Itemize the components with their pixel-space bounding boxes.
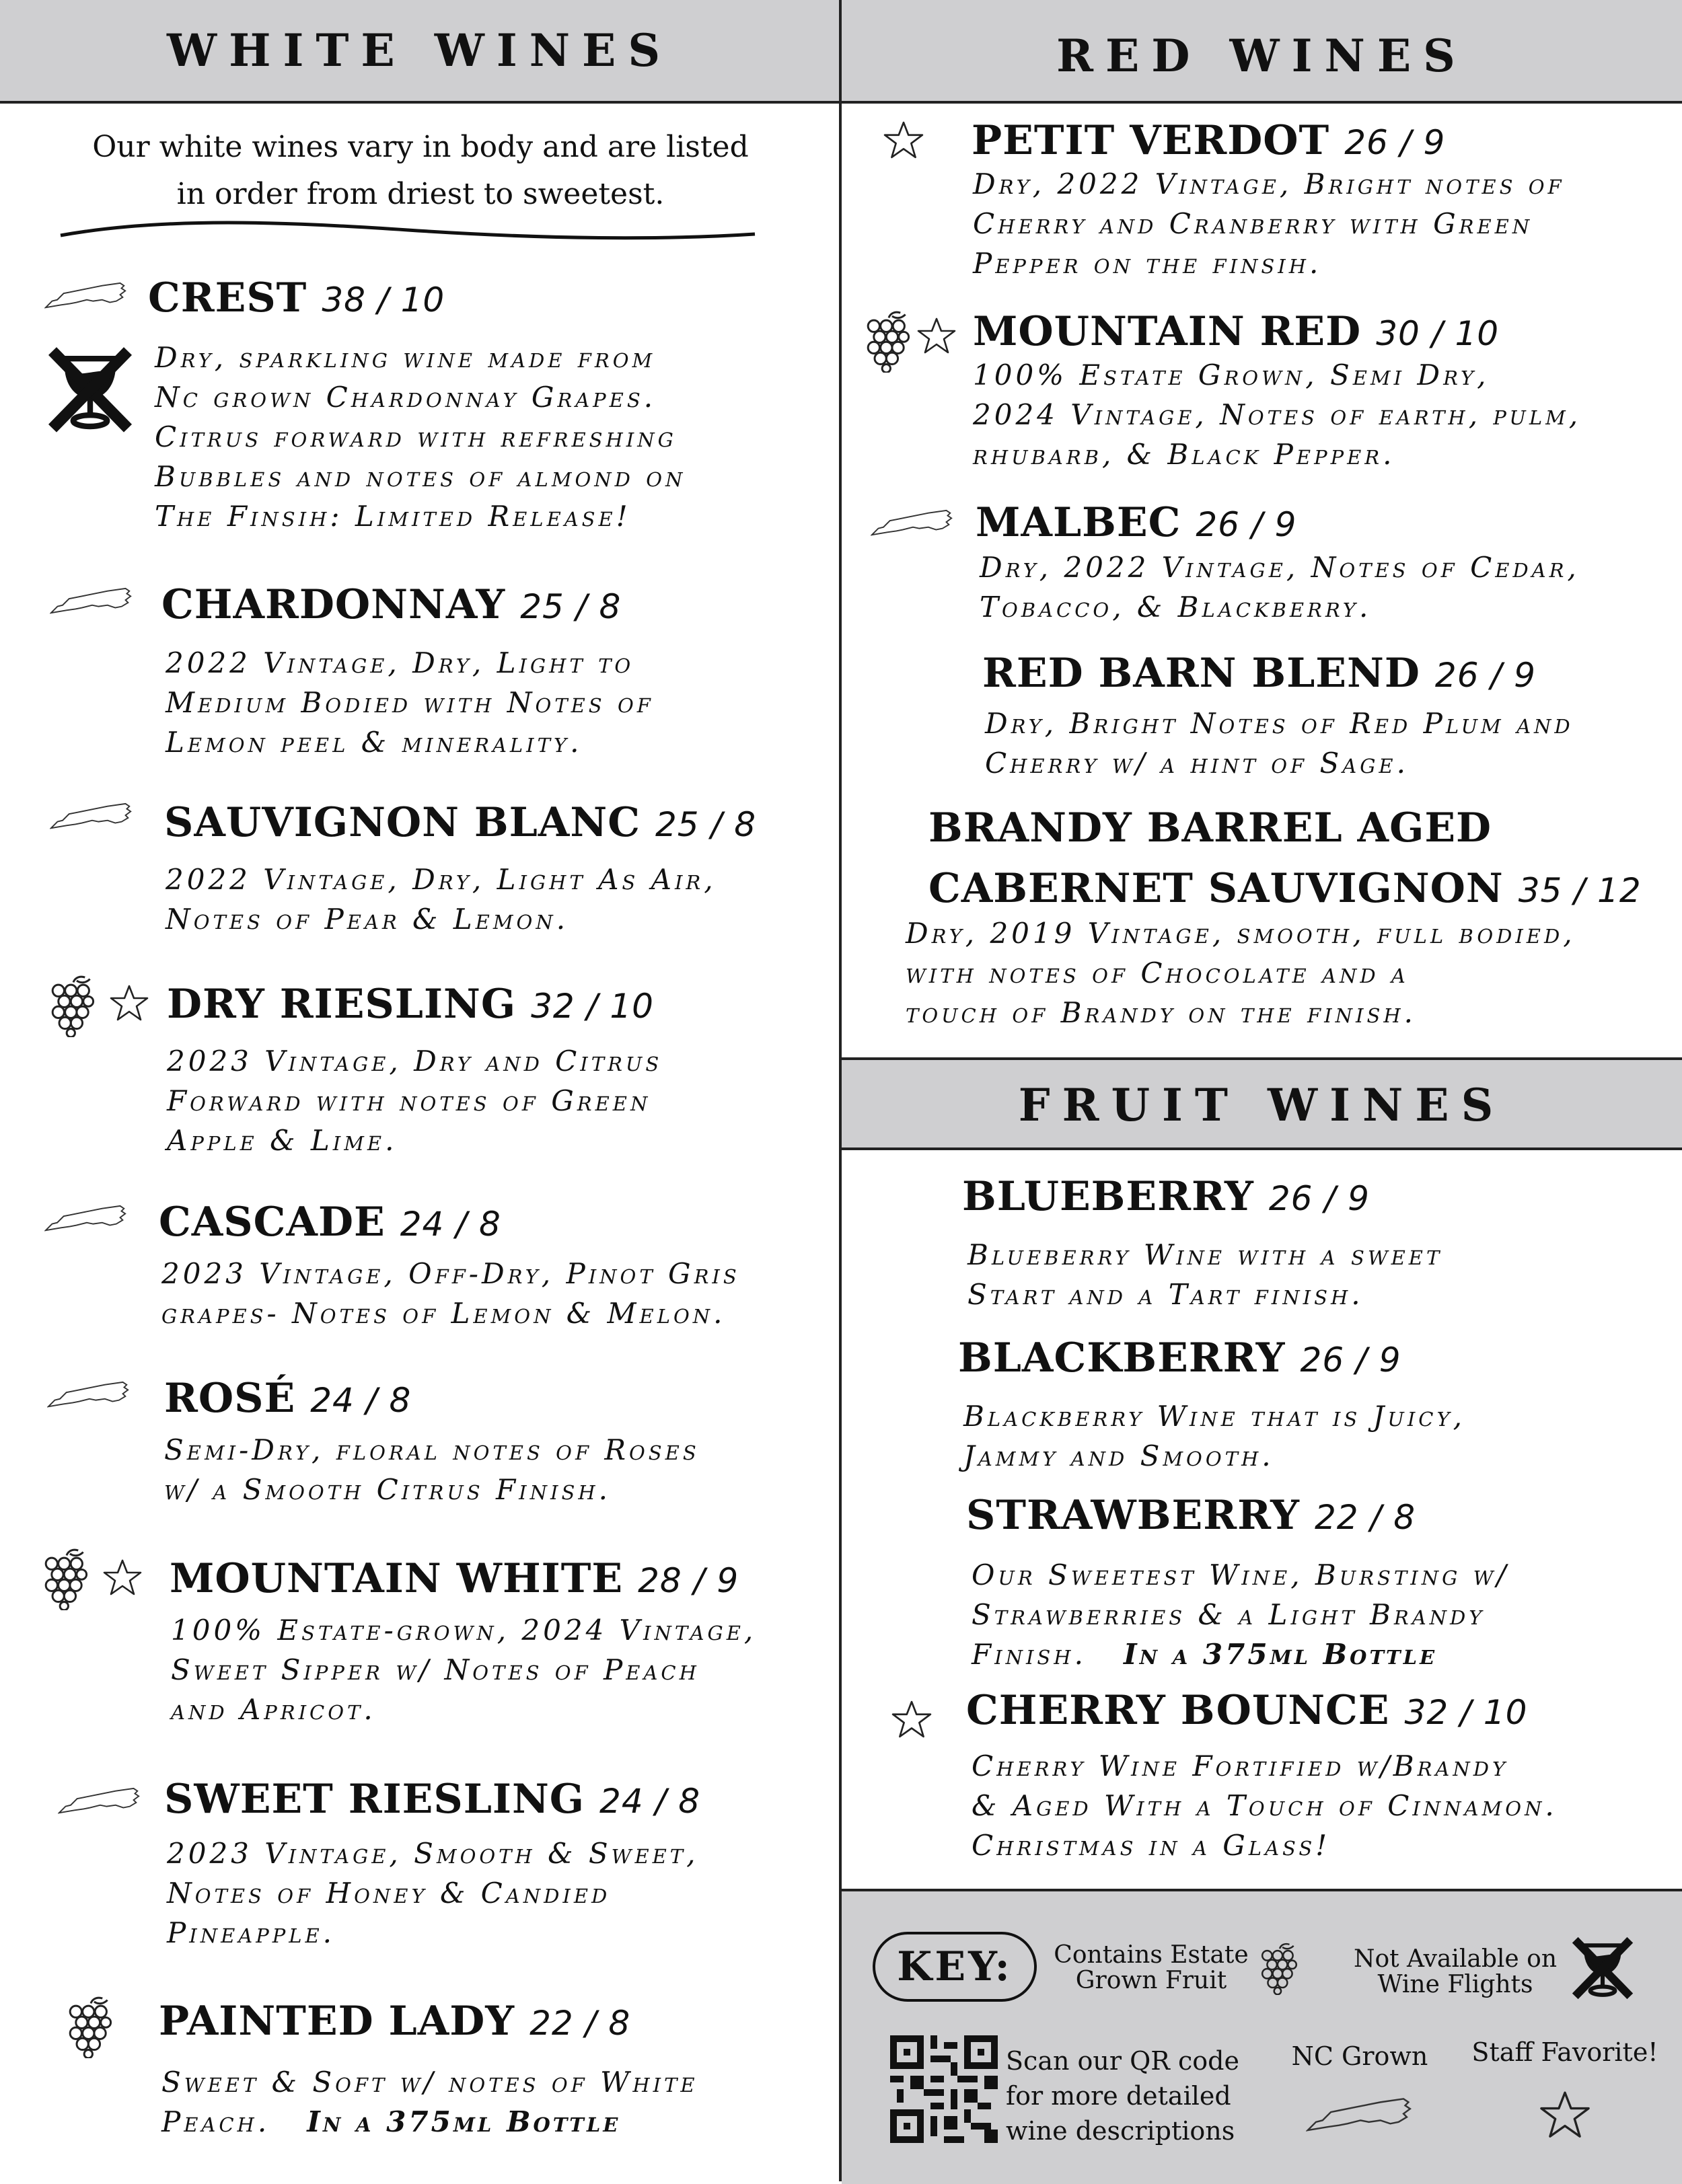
grape-cluster-icon [48,974,98,1037]
wine-name-dry-riesling [167,981,654,1028]
wine-price: 22 / 8 [529,2004,631,2043]
key-qr-line1: Scan our QR code [1006,2046,1239,2076]
white-intro-line2: in order from driest to sweetest. [176,177,665,211]
wine-price: 30 / 10 [1376,314,1500,353]
wine-title: CASCADE [159,1199,386,1246]
wine-desc-painted-lady [161,2062,698,2142]
wine-price: 26 / 9 [1268,1179,1370,1218]
wine-price: 26 / 9 [1300,1341,1401,1380]
key-estate-text [1050,1943,1252,1994]
wine-title: ROSÉ [164,1375,296,1422]
fruit-wines-header [842,1057,1682,1150]
wine-desc-blackberry: Blackberry Wine that is Juicy, Jammy and Smooth. [963,1400,1465,1472]
wine-desc-rose: Semi-Dry, floral notes of Roses w/ a Smooth Citrus Finish. [164,1433,700,1506]
wine-name-painted-lady [159,1998,630,2045]
wine-name-cherry-bounce [966,1687,1527,1734]
no-wine-glass-icon [1568,1933,1637,2002]
white-wines-title: WHITE WINES [166,24,673,77]
wine-desc-malbec: Dry, 2022 Vintage, Notes of Cedar, Tobacco, & Blackberry. [980,551,1580,624]
nc-icon [44,1204,128,1234]
wine-price: 26 / 9 [1196,505,1297,544]
white-intro-line1: Our white wines vary in body and are listed [92,130,749,164]
wine-name-red-barn-blend [982,650,1536,697]
key-flights-text [1348,1947,1563,1998]
key-nc-text: NC Grown [1291,2041,1428,2071]
wine-name-mountain-red [973,308,1499,355]
wine-title: SAUVIGNON BLANC [164,799,641,846]
wine-desc-sweet-riesling: 2023 Vintage, Smooth & Sweet, Notes of Honey & Candied Pineapple. [167,1837,699,1949]
wine-title: MALBEC [976,499,1181,546]
star-icon [891,1699,933,1741]
key-label: KEY: [873,1932,1037,2002]
wine-desc-cascade: 2023 Vintage, Off-Dry, Pinot Gris grapes- Notes of Lemon & Melon. [161,1257,740,1330]
legend-key [842,1889,1682,2184]
wine-name-crest [148,274,445,322]
key-flights-line2: Wine Flights [1377,1971,1533,1998]
wine-price: 26 / 9 [1344,123,1446,162]
key-staff-text: Staff Favorite! [1471,2037,1658,2067]
wine-name-malbec [976,499,1296,546]
key-estate-line2: Grown Fruit [1075,1967,1227,1994]
grape-cluster-icon [864,309,914,373]
qr-code-icon [890,2035,998,2143]
nc-icon [871,509,954,538]
grape-cluster-icon [1259,1941,1301,1995]
wine-price: 22 / 8 [1314,1498,1416,1537]
wine-desc-mountain-red: 100% Estate Grown, Semi Dry, 2024 Vintage, Notes of earth, pulm, rhubarb, & Black Pepper. [973,359,1582,471]
wine-name-cabernet-sauvignon [928,865,1642,912]
wine-name-rose [164,1375,411,1422]
star-icon [883,120,924,161]
wine-title: CHERRY BOUNCE [966,1687,1390,1734]
nc-icon [50,802,133,831]
wine-desc-text: Our Sweetest Wine, Bursting w/ Strawberries & a Light Brandy Finish. [972,1558,1510,1671]
no-wine-glass-icon [43,342,137,436]
wine-name-mountain-white [170,1555,739,1602]
grape-cluster-icon [42,1547,92,1610]
star-icon [916,316,957,356]
wine-desc-sauvignon-blanc: 2022 Vintage, Dry, Light As Air, Notes of Pear & Lemon. [166,863,717,936]
wine-name-blackberry [958,1334,1401,1382]
wine-price: 24 / 8 [599,1782,701,1821]
nc-icon [58,1786,141,1816]
star-icon [109,983,149,1024]
wine-price: 32 / 10 [1404,1693,1528,1732]
key-qr-text [1006,2043,1255,2148]
nc-icon [50,587,133,616]
wine-title: CREST [148,274,307,322]
wine-name-sauvignon-blanc [164,799,756,846]
nc-icon [44,281,128,311]
key-qr-line2: for more detailed [1006,2081,1231,2111]
white-intro [40,124,801,218]
star-icon [102,1558,143,1598]
wine-name-petit-verdot [972,117,1445,164]
wine-price: 32 / 10 [531,987,654,1026]
white-wines-header [0,0,839,104]
wine-name-sweet-riesling [164,1776,700,1823]
wine-desc-blueberry: Blueberry Wine with a sweet Start and a Tart finish. [967,1238,1443,1311]
wine-price: 26 / 9 [1434,656,1536,695]
wine-name-brandy-barrel-line1: BRANDY BARREL AGED [928,804,1492,852]
wine-desc-crest: Dry, sparkling wine made from Nc grown Chardonnay Grapes. Citrus forward with refreshing Bubbles and notes of almond on The Finsih: Limited Release! [155,341,686,533]
wine-title: PETIT VERDOT [972,117,1330,164]
wine-desc-bottle-note: In a 375ml Bottle [1124,1638,1438,1671]
wine-title: DRY RIESLING [167,981,517,1028]
wine-title: BLACKBERRY [958,1334,1286,1382]
wine-price: 28 / 9 [638,1561,739,1600]
key-estate-line1: Contains Estate [1054,1941,1249,1969]
wine-desc-mountain-white: 100% Estate-grown, 2024 Vintage, Sweet Sipper w/ Notes of Peach and Apricot. [171,1614,757,1726]
wine-name-chardonnay [161,581,621,628]
wine-desc-chardonnay: 2022 Vintage, Dry, Light to Medium Bodied with Notes of Lemon peel & minerality. [166,646,654,759]
wine-desc-bottle-note: In a 375ml Bottle [307,2105,621,2138]
wine-name-strawberry [966,1492,1416,1539]
key-flights-line1: Not Available on [1353,1945,1558,1973]
wine-desc-petit-verdot: Dry, 2022 Vintage, Bright notes of Cherry and Cranberry with Green Pepper on the finsih. [973,167,1565,280]
wine-price: 24 / 8 [310,1381,412,1420]
wine-title: SWEET RIESLING [164,1776,585,1823]
wine-desc-cabernet-sauvignon: Dry, 2019 Vintage, smooth, full bodied, with notes of Chocolate and a touch of Brandy on the finish. [906,917,1576,1029]
wine-desc-strawberry [972,1555,1510,1674]
wine-desc-dry-riesling: 2023 Vintage, Dry and Citrus Forward with notes of Green Apple & Lime. [167,1045,663,1157]
wine-title: PAINTED LADY [159,1998,515,2045]
wine-title: BLUEBERRY [962,1173,1254,1220]
wine-title: MOUNTAIN RED [973,308,1362,355]
wine-price: 35 / 12 [1518,871,1642,910]
wine-desc-cherry-bounce: Cherry Wine Fortified w/Brandy & Aged With a Touch of Cinnamon. Christmas in a Glass! [972,1749,1558,1862]
wine-price: 38 / 10 [322,280,445,319]
red-wines-title: RED WINES [1056,30,1467,82]
wine-name-blueberry [962,1173,1370,1220]
wine-desc-red-barn-blend: Dry, Bright Notes of Red Plum and Cherry w/ a hint of Sage. [985,707,1574,780]
wine-title: CHARDONNAY [161,581,506,628]
wine-title: RED BARN BLEND [982,650,1420,697]
wine-title: STRAWBERRY [966,1492,1300,1539]
star-icon [1539,2089,1591,2142]
wine-name-cascade [159,1199,501,1246]
wine-title: CABERNET SAUVIGNON [928,865,1504,912]
wine-title: MOUNTAIN WHITE [170,1555,624,1602]
wine-price: 25 / 8 [520,587,622,626]
grape-cluster-icon [66,1995,116,2058]
wine-price: 25 / 8 [655,805,757,844]
squiggle-divider [58,217,758,243]
red-wines-header [842,0,1682,104]
nc-icon [1306,2097,1414,2134]
wine-desc-text: Sweet & Soft w/ notes of White Peach. [161,2066,698,2138]
nc-icon [47,1380,131,1410]
fruit-wines-title: FRUIT WINES [1018,1079,1506,1131]
key-qr-line3: wine descriptions [1006,2116,1235,2146]
wine-price: 24 / 8 [400,1205,501,1244]
